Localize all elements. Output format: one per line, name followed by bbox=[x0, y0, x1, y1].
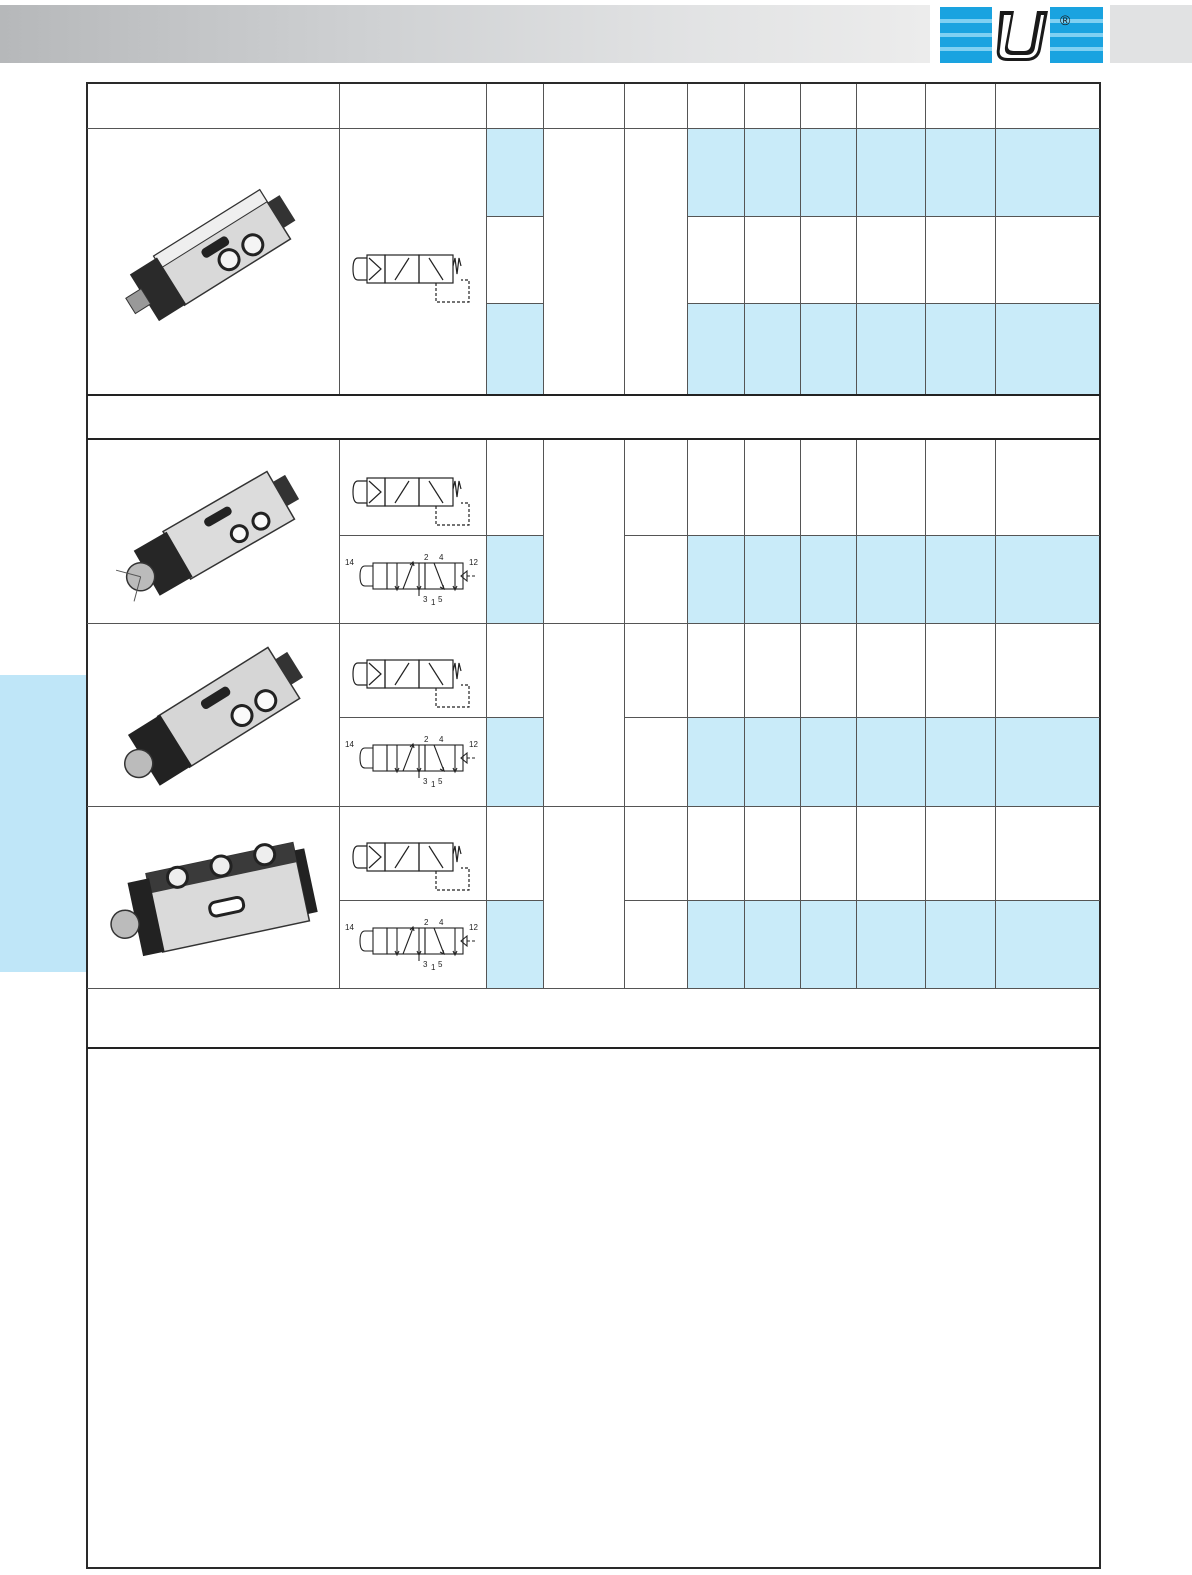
pneumatic-symbol-3-2-b bbox=[343, 465, 485, 535]
port-label-5: 5 bbox=[438, 595, 443, 604]
port-label-12: 12 bbox=[469, 558, 478, 567]
port-label-4: 4 bbox=[439, 735, 444, 744]
valve-photo-2 bbox=[112, 455, 322, 615]
pneumatic-symbol-3-2-a bbox=[343, 242, 485, 312]
port-label-12: 12 bbox=[469, 923, 478, 932]
pneumatic-symbol-5-2-b bbox=[343, 732, 485, 792]
port-label-3: 3 bbox=[423, 595, 428, 604]
port-label-5: 5 bbox=[438, 777, 443, 786]
port-label-14: 14 bbox=[345, 923, 354, 932]
port-label-1: 1 bbox=[431, 963, 436, 972]
valve-photo-3 bbox=[112, 635, 322, 800]
port-label-3: 3 bbox=[423, 777, 428, 786]
section-side-tab bbox=[0, 675, 87, 972]
port-label-3: 3 bbox=[423, 960, 428, 969]
registered-mark: ® bbox=[1060, 12, 1071, 28]
port-label-2: 2 bbox=[424, 553, 429, 562]
pneumatic-symbol-5-2-a bbox=[343, 550, 485, 610]
valve-photo-4 bbox=[108, 820, 323, 980]
u-logo-icon bbox=[940, 5, 1103, 65]
port-label-5: 5 bbox=[438, 960, 443, 969]
valve-photo-1 bbox=[112, 170, 312, 340]
header-tab bbox=[1110, 5, 1192, 63]
port-label-1: 1 bbox=[431, 598, 436, 607]
pneumatic-symbol-3-2-c bbox=[343, 647, 485, 717]
port-label-14: 14 bbox=[345, 740, 354, 749]
port-label-4: 4 bbox=[439, 553, 444, 562]
pneumatic-symbol-3-2-d bbox=[343, 830, 485, 900]
port-label-1: 1 bbox=[431, 780, 436, 789]
port-label-14: 14 bbox=[345, 558, 354, 567]
port-label-12: 12 bbox=[469, 740, 478, 749]
port-label-2: 2 bbox=[424, 918, 429, 927]
port-label-4: 4 bbox=[439, 918, 444, 927]
header-bar bbox=[0, 5, 930, 63]
pneumatic-symbol-5-2-c bbox=[343, 915, 485, 975]
port-label-2: 2 bbox=[424, 735, 429, 744]
